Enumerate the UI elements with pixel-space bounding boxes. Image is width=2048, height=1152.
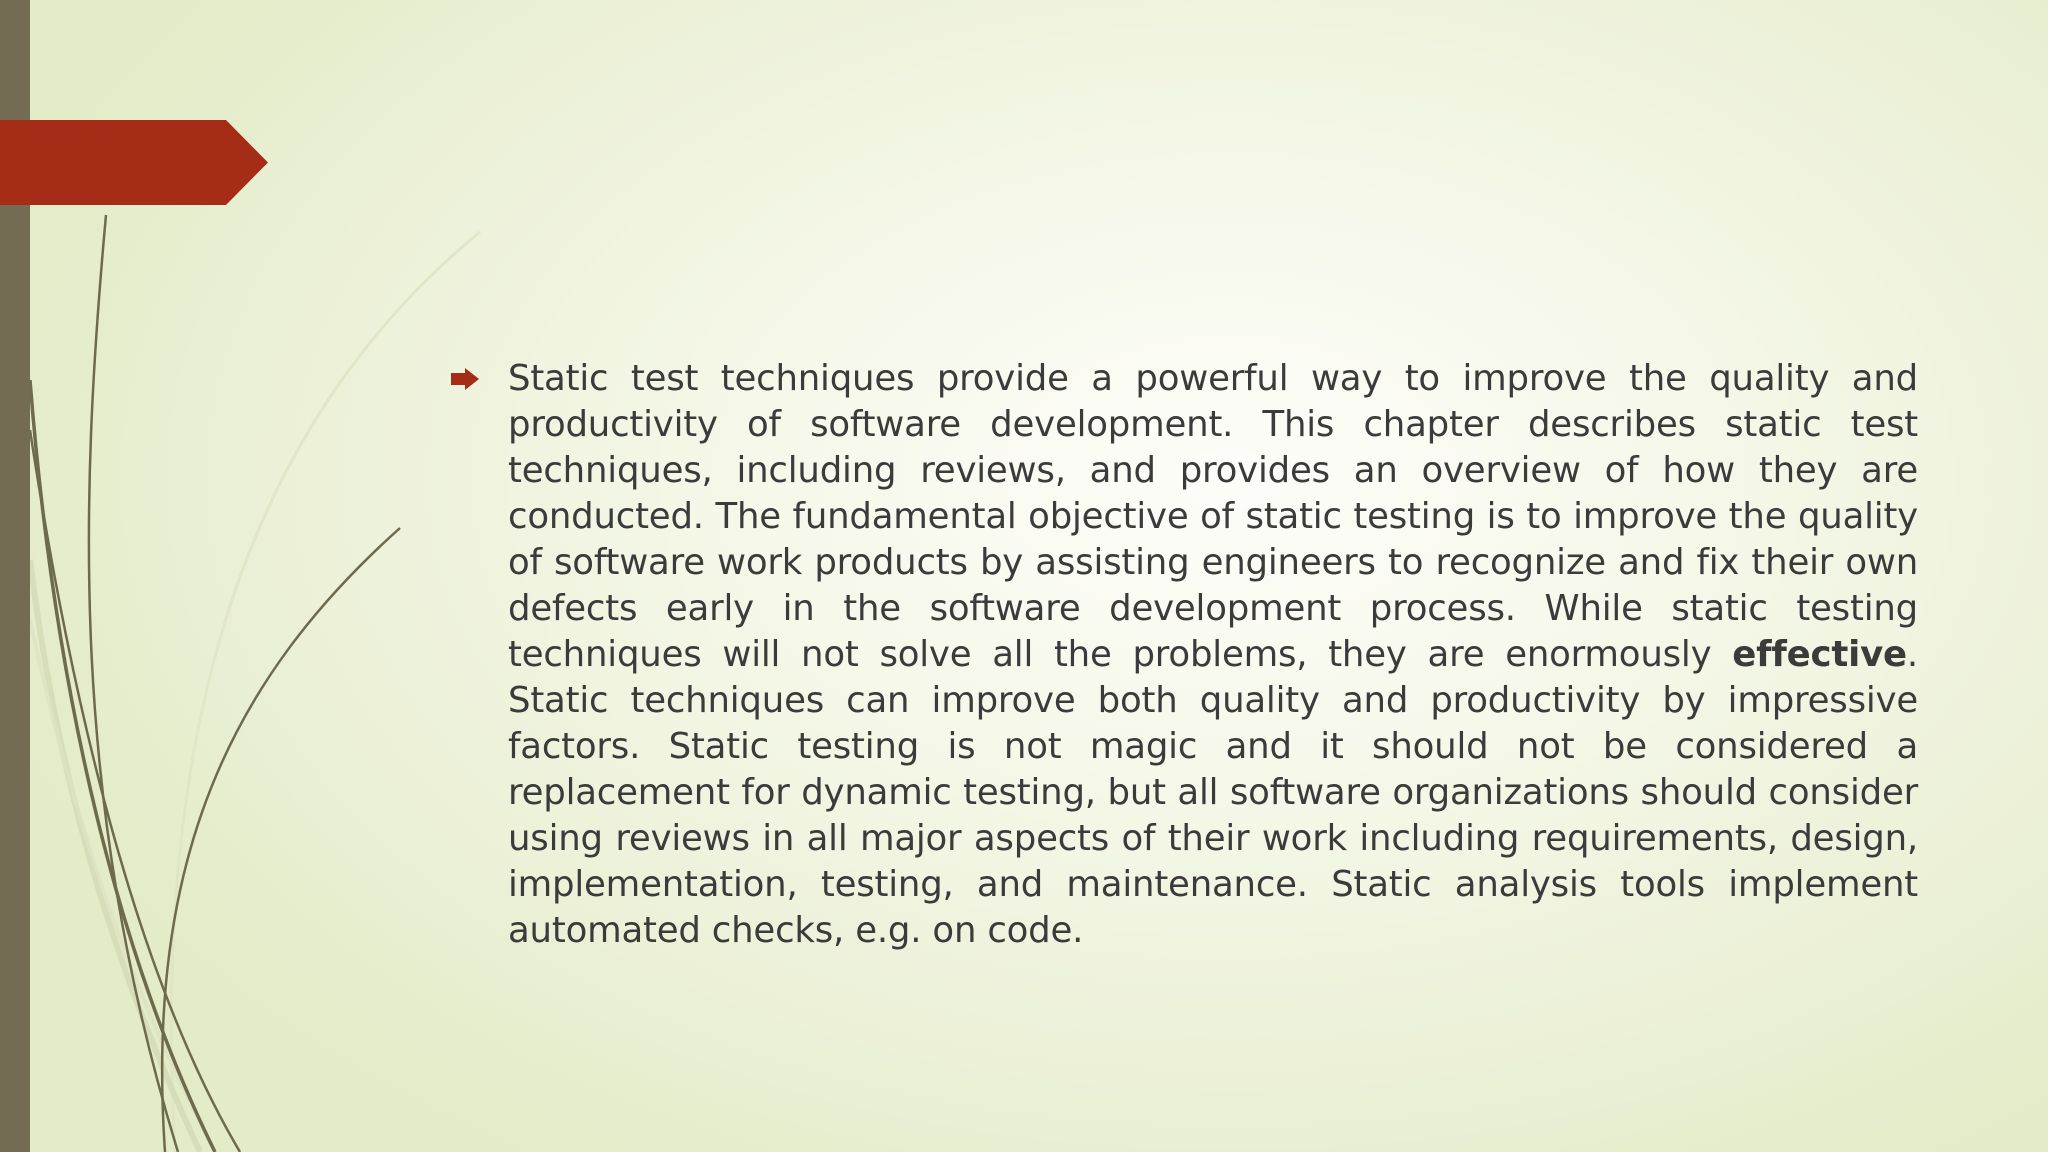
bullet-paragraph	[508, 356, 1918, 954]
paragraph-text-after: . Static techniques can improve both quality and productivity by impressive factors. Static testing is not magic and it should not be considered a replacement for dynamic testing, but all software organizations should consider using reviews in all major aspects of their work including requirements, design, implementation, testing, and maintenance. Static analysis tools implement automated checks, e.g. on code.	[508, 634, 1918, 951]
content-area	[508, 356, 1918, 954]
paragraph-bold-word: effective	[1732, 634, 1907, 675]
paragraph-text-before: Static test techniques provide a powerful way to improve the quality and productivity of software development. This chapter describes static test techniques, including reviews, and provides an overview of how they are conducted. The fundamental objective of static testing is to improve the quality of software work products by assisting engineers to recognize and fix their own defects early in the software development process. While static testing techniques will not solve all the problems, they are enormously	[508, 358, 1918, 675]
arrow-right-icon	[451, 368, 479, 390]
title-flag-shape	[0, 120, 268, 205]
